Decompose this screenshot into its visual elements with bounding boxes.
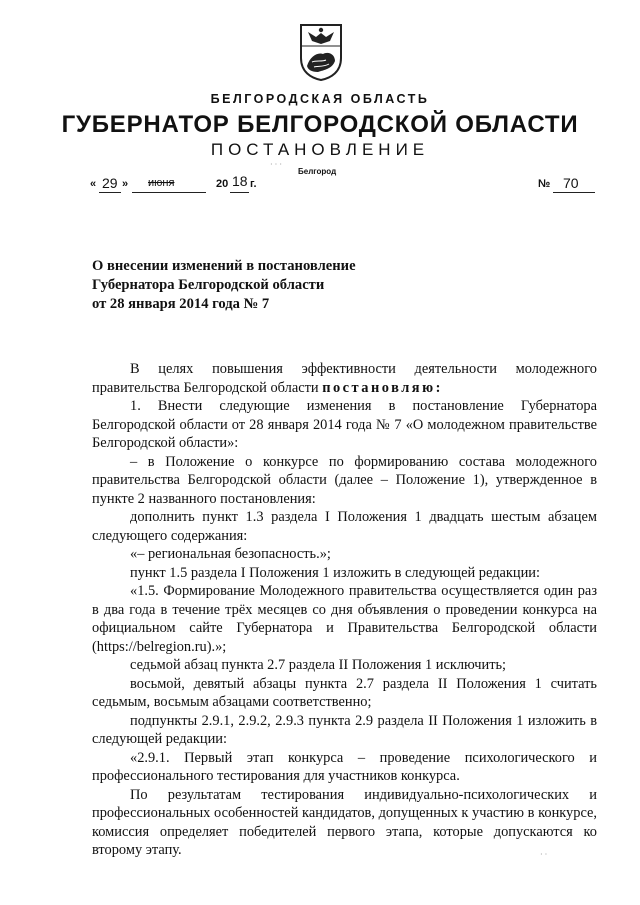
document-type: ПОСТАНОВЛЕНИЕ	[210, 140, 430, 159]
scan-dots: · · ·	[270, 160, 282, 169]
issuer-title: ГУБЕРНАТОР БЕЛГОРОДСКОЙ ОБЛАСТИ	[61, 111, 579, 138]
paragraph-2: – в Положение о конкурсе по формированию состава молодежного правительства Белгородской области (далее – Положение 1), утвержденное в пункте 2 названного постановления:	[92, 453, 597, 507]
paragraph-10: «2.9.1. Первый этап конкурса – проведение психологического и профессионального тестирования для участников конкурса.	[92, 749, 597, 784]
paragraph-5: пункт 1.5 раздела I Положения 1 изложить в следующей редакции:	[130, 564, 540, 581]
scan-dots: · ·	[540, 850, 548, 859]
subject-line-2: Губернатора Белгородской области	[92, 277, 325, 293]
coat-of-arms-emblem	[298, 22, 344, 82]
date-month-underline	[132, 192, 206, 193]
date-day: 29	[102, 175, 118, 191]
date-month: июня	[148, 177, 175, 189]
region-name: БЕЛГОРОДСКАЯ ОБЛАСТЬ	[210, 92, 430, 106]
date-close-quote: »	[122, 178, 129, 190]
date-year-abbr: г.	[250, 178, 257, 190]
paragraph-preamble	[92, 360, 597, 397]
date-year-prefix: 20	[216, 178, 229, 190]
document-body	[92, 360, 597, 860]
document-number-underline	[553, 192, 595, 193]
paragraph-1: 1. Внести следующие изменения в постановление Губернатора Белгородской области от 28 января 2014 года № 7 «О молодежном правительстве Белгородской области»:	[92, 398, 597, 451]
paragraph-9: подпункты 2.9.1, 2.9.2, 2.9.3 пункта 2.9 раздела II Положения 1 изложить в следующей редакции:	[92, 712, 597, 747]
paragraph-11: По результатам тестирования индивидуально-психологических и профессиональных особенностей кандидатов, допущенных к участию в конкурсе, комиссия определяет победителей первого этапа, которые допускаются ко второму этапу.	[92, 786, 597, 858]
city-name: Белгород	[298, 167, 337, 176]
date-year-suffix: 18	[232, 173, 248, 189]
paragraph-7: седьмой абзац пункта 2.7 раздела II Положения 1 исключить;	[130, 657, 507, 673]
resolve-word: постановляю:	[322, 379, 443, 396]
date-open-quote: «	[90, 178, 97, 190]
document-subject	[92, 257, 356, 314]
preamble-text: В целях повышения эффективности деятельности молодежного правительства Белгородской области	[92, 361, 597, 396]
subject-line-1: О внесении изменений в постановление	[92, 258, 356, 274]
paragraph-4: «– региональная безопасность.»;	[130, 546, 331, 562]
paragraph-8: восьмой, девятый абзацы пункта 2.7 раздела II Положения 1 считать седьмым, восьмым абзацами соответственно;	[92, 675, 597, 710]
paragraph-6: «1.5. Формирование Молодежного правительства осуществляется один раз в два года в течение трёх месяцев со дня объявления о проведении конкурса на официальном сайте Губернатора и Правительства Белгородской области (https://belregion.ru).»;	[92, 583, 597, 655]
date-year-underline	[230, 192, 249, 193]
date-day-underline	[99, 192, 121, 193]
paragraph-3: дополнить пункт 1.3 раздела I Положения 1 двадцать шестым абзацем следующего содержания:	[92, 509, 597, 544]
subject-line-3: от 28 января 2014 года № 7	[92, 296, 270, 312]
document-number: 70	[563, 175, 579, 191]
document-number-label: №	[538, 178, 551, 190]
